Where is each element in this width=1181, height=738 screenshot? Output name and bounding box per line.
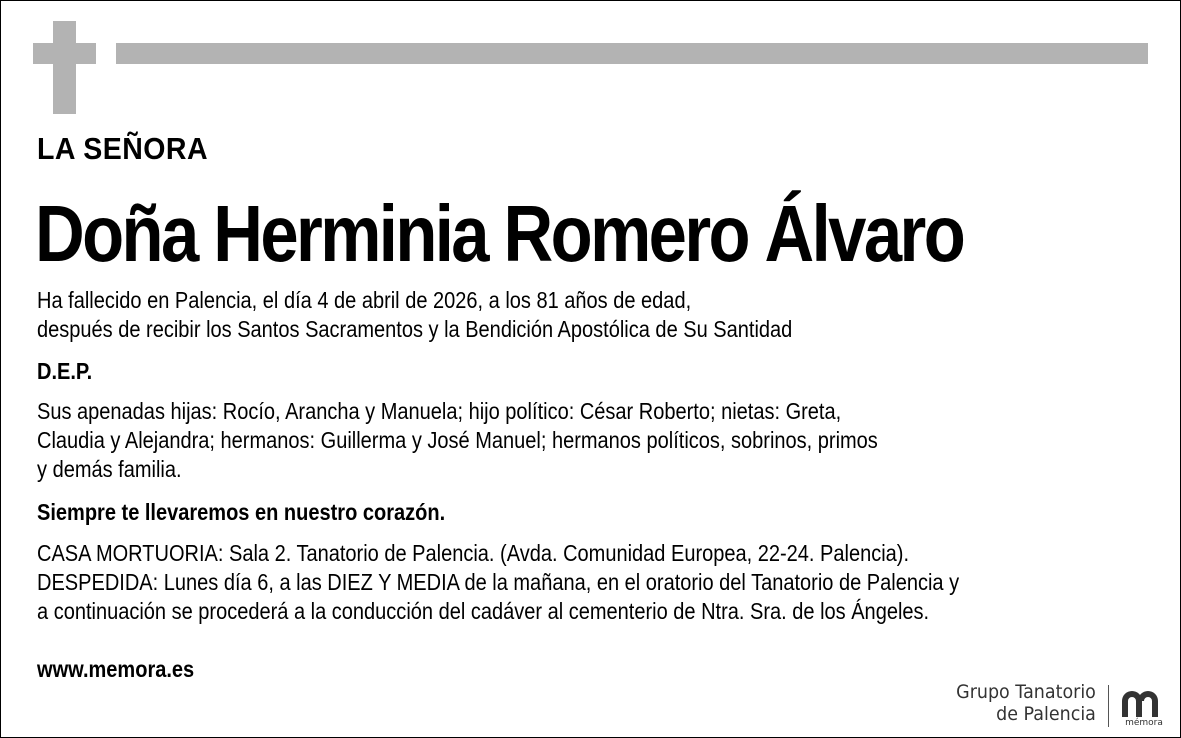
cross-icon-arm xyxy=(33,43,96,64)
ceremony-line-3: a continuación se procederá a la conducción del cadáver al cementerio de Ntra. Sra. de los Ángeles. xyxy=(37,598,930,624)
funeral-home-brand xyxy=(956,681,1096,725)
cross-icon xyxy=(53,21,76,114)
motto: Siempre te llevaremos en nuestro corazón. xyxy=(37,499,446,525)
deceased-name: Doña Herminia Romero Álvaro xyxy=(35,189,964,278)
family-line-1: Sus apenadas hijas: Rocío, Arancha y Manuela; hijo político: César Roberto; nietas: Greta, xyxy=(37,398,842,424)
memora-logo xyxy=(1119,689,1169,729)
family-line-2: Claudia y Alejandra; hermanos: Guillerma y José Manuel; hermanos políticos, sobrinos, primos xyxy=(37,427,878,453)
ceremony-line-1: CASA MORTUORIA: Sala 2. Tanatorio de Palencia. (Avda. Comunidad Europea, 22-24. Palencia). xyxy=(37,540,910,566)
memora-logo-text: mémora xyxy=(1125,718,1163,728)
announcement-line-2: después de recibir los Santos Sacramentos y la Bendición Apostólica de Su Santidad xyxy=(37,316,793,342)
website-link[interactable]: www.memora.es xyxy=(37,656,195,682)
footer-divider xyxy=(1108,685,1109,727)
ceremony-line-2: DESPEDIDA: Lunes día 6, a las DIEZ Y MEDIA de la mañana, en el oratorio del Tanatorio de Palencia y xyxy=(37,569,960,595)
memora-m-icon xyxy=(1119,689,1169,717)
announcement-line-1: Ha fallecido en Palencia, el día 4 de abril de 2026, a los 81 años de edad, xyxy=(37,287,692,313)
brand-line-2: de Palencia xyxy=(996,703,1096,725)
decorative-bar xyxy=(116,43,1148,64)
dep-label: D.E.P. xyxy=(37,358,93,384)
brand-line-1: Grupo Tanatorio xyxy=(956,681,1096,703)
family-line-3: y demás familia. xyxy=(37,456,182,482)
honorific-title: LA SEÑORA xyxy=(37,131,209,166)
